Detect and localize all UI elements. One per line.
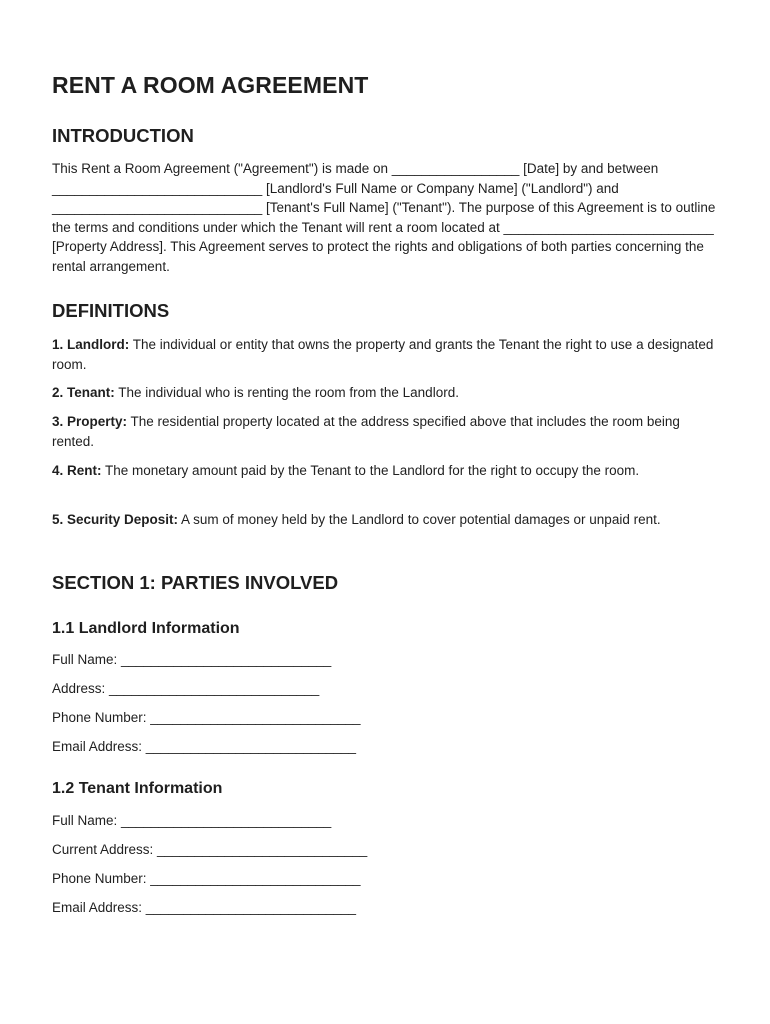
- definitions-heading: DEFINITIONS: [52, 300, 170, 321]
- tenant-phone-field: Phone Number: ____________________________: [52, 871, 361, 886]
- landlord-full-name-field: Full Name: ____________________________: [52, 652, 332, 667]
- tenant-current-address-field: Current Address: ____________________________: [52, 842, 368, 857]
- landlord-info-heading: 1.1 Landlord Information: [52, 620, 240, 637]
- tenant-email-field: Email Address: ____________________________: [52, 900, 357, 915]
- tenant-full-name-field: Full Name: ____________________________: [52, 813, 332, 828]
- section1-heading: SECTION 1: PARTIES INVOLVED: [52, 572, 339, 593]
- landlord-phone-field: Phone Number: ____________________________: [52, 710, 361, 725]
- definition-term: 5. Security Deposit:: [52, 512, 179, 527]
- definition-text: The individual or entity that owns the property and grants the Tenant the right to use a designated room.: [52, 337, 714, 372]
- document-title: RENT A ROOM AGREEMENT: [52, 72, 369, 98]
- landlord-address-field: Address: ____________________________: [52, 681, 320, 696]
- definition-term: 4. Rent:: [52, 463, 102, 478]
- tenant-info-heading: 1.2 Tenant Information: [52, 780, 223, 797]
- definition-term: 1. Landlord:: [52, 337, 130, 352]
- definition-term: 2. Tenant:: [52, 385, 115, 400]
- definition-item: [52, 335, 722, 374]
- definition-item: [52, 383, 722, 403]
- definition-item: [52, 461, 722, 481]
- definition-text: A sum of money held by the Landlord to cover potential damages or unpaid rent.: [178, 512, 661, 527]
- definition-text: The individual who is renting the room from the Landlord.: [114, 385, 459, 400]
- definition-item: [52, 510, 722, 530]
- definition-text: The residential property located at the address specified above that includes the room being rented.: [52, 414, 680, 449]
- definition-item: [52, 412, 722, 451]
- landlord-email-field: Email Address: ____________________________: [52, 739, 357, 754]
- introduction-paragraph: This Rent a Room Agreement ("Agreement") is made on _________________ [Date] by and between ____________________________ [Landlord's Full Name or Company Name] ("Landlord") and ____________________________ [Tenant's Full Name] ("Tenant"). The purpose of this Agreement is to outline the terms and conditions under which the Tenant will rent a room located at ____________________________ [Property Address]. This Agreement serves to protect the rights and obligations of both parties concerning the rental arrangement.: [52, 161, 716, 274]
- introduction-heading: INTRODUCTION: [52, 125, 194, 146]
- definition-term: 3. Property:: [52, 414, 128, 429]
- definition-text: The monetary amount paid by the Tenant to the Landlord for the right to occupy the room.: [101, 463, 640, 478]
